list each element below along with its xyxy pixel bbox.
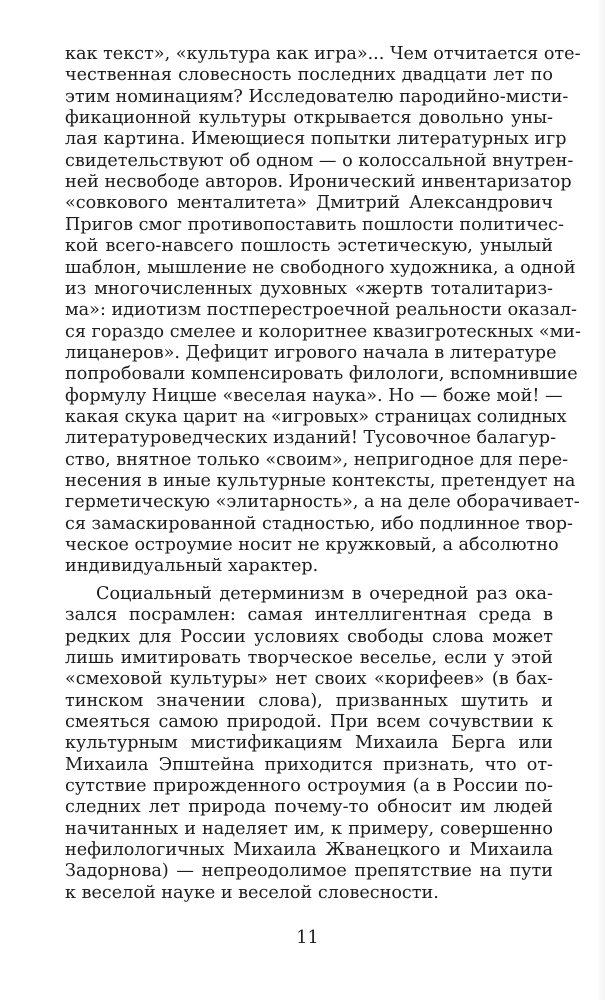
text-line: как текст», «культура как игра»... Чем отчитается оте-	[65, 44, 581, 64]
text-line: ческое остроумие носит не кружковый, а абсолютно	[65, 535, 559, 556]
text-line: смеяться самою природой. При всем сочувствии к	[65, 711, 553, 732]
text-line: ся замаскированной стадностью, ибо подлинное твор-	[65, 513, 573, 534]
text-line: из многочисленных духовных «жертв тоталитариз-	[65, 278, 553, 299]
text-line: сутствие прирожденного остроумия (а в России по-	[65, 775, 553, 796]
text-line: редких для России условиях свободы слова может	[65, 626, 553, 647]
text-line: этим номинациям? Исследователю пародийно-мисти-	[65, 86, 569, 107]
text-line: литературоведческих изданий! Тусовочное балагур-	[65, 428, 557, 449]
text-line: Социальный детерминизм в очередной раз ока-	[96, 583, 553, 604]
text-line: лишь имитировать творческое веселье, если у этой	[65, 647, 553, 668]
text-line: начитанных и наделяет им, к примеру, совершенно	[65, 818, 553, 839]
text-line: нефилологичных Михаила Жванецкого и Михаила	[65, 840, 553, 860]
text-line: чественная словесность последних двадцати лет по	[65, 65, 553, 86]
text-line: кой всего-навсего пошлость эстетическую, унылый	[65, 236, 553, 257]
text-line: ней несвободе авторов. Иронический инвентаризатор	[65, 172, 572, 193]
page-number: 11	[296, 928, 319, 948]
text-line: к веселой науке и веселой словесности.	[65, 882, 439, 903]
page-edge-shadow	[597, 0, 605, 1000]
text-line: индивидуальный характер.	[65, 556, 319, 577]
text-line: ство, внятное только «своим», непригодное для пере-	[65, 449, 569, 470]
text-line: зался посрамлен: самая интеллигентная среда в	[65, 605, 553, 626]
text-line: лая картина. Имеющиеся попытки литературных игр	[65, 129, 567, 150]
text-line: ма»: идиотизм постперестроечной реальности оказал-	[65, 300, 577, 321]
text-line: попробовали компенсировать филологи, вспомнившие	[65, 364, 578, 385]
text-line: Пригов смог противопоставить пошлости политичес-	[65, 214, 564, 235]
text-line: герметическую «элитарность», а на деле оборачивает-	[65, 492, 580, 513]
text-line: ся гораздо смелее и колоритнее квазигротескных «ми-	[65, 321, 581, 342]
text-line: культурным мистификациям Михаила Берга или	[65, 733, 553, 754]
text-line: Задорнова) — непреодолимое препятствие на пути	[65, 861, 553, 882]
text-line: «совкового менталитета» Дмитрий Александрович	[65, 193, 553, 214]
text-line: Михаила Эпштейна приходится признать, что от-	[65, 754, 553, 775]
text-line: тинском значении слова), призванных шутить и	[65, 690, 553, 711]
text-line: какая скука царит на «игровых» страницах солидных	[65, 407, 567, 427]
text-line: формулу Ницше «веселая наука». Но — боже мой! —	[65, 385, 563, 406]
text-line: шаблон, мышление не свободного художника, а одной	[65, 257, 576, 278]
text-line: несения в иные культурные контексты, претендует на	[65, 471, 576, 491]
text-line: лицанеров». Дефицит игрового начала в литературе	[65, 342, 557, 363]
text-line: фикационной культуры открывается довольно уны-	[65, 108, 553, 129]
text-line: «смеховой культуры» нет своих «корифеев» (в бах-	[65, 669, 553, 690]
text-line: следних лет природа почему-то обносит им людей	[65, 797, 553, 818]
text-line: свидетельствуют об одном — о колоссальной внутрен-	[65, 150, 574, 171]
